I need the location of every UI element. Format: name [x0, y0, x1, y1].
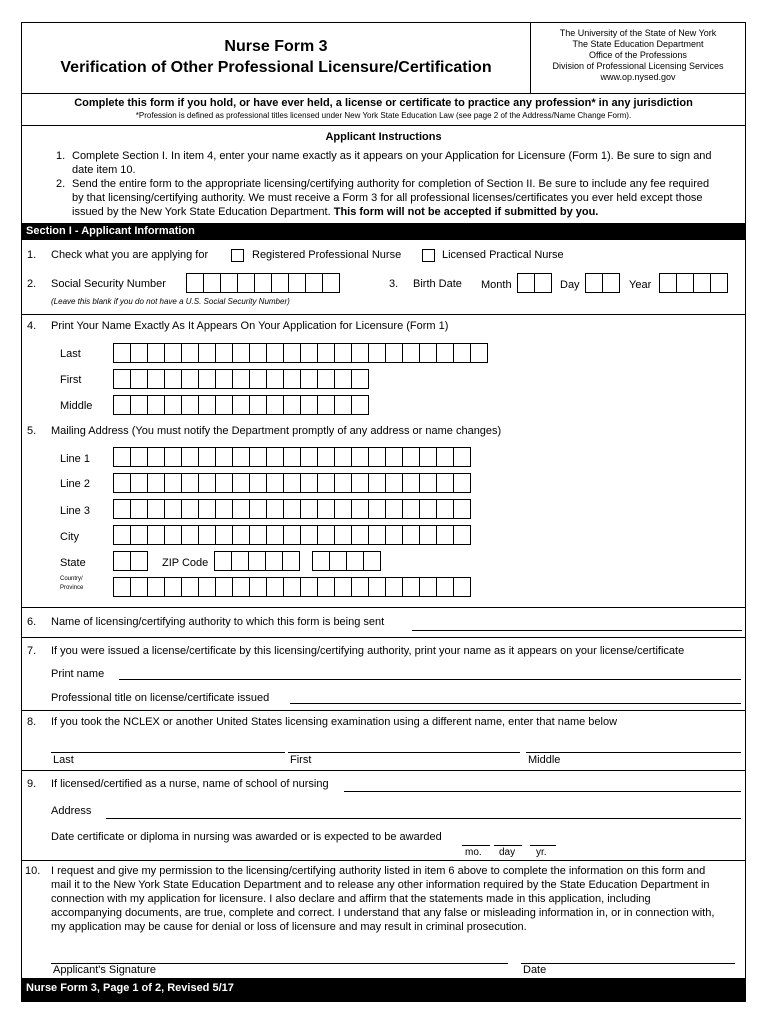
name-first-input[interactable] — [113, 369, 369, 389]
instruction-text: issued by the New York State Education Department. — [72, 206, 331, 218]
q3-label: Birth Date — [413, 278, 462, 290]
country-input[interactable] — [113, 577, 471, 597]
zip-label: ZIP Code — [162, 557, 209, 569]
instruction-text-last — [72, 206, 598, 219]
birth-day-input[interactable] — [585, 273, 620, 293]
agency-block — [531, 28, 745, 83]
q1-label: Check what you are applying for — [51, 249, 209, 261]
divider — [22, 860, 745, 861]
exam-last-label: Last — [53, 754, 74, 766]
exam-first-line[interactable] — [288, 752, 520, 753]
q6-number: 6. — [27, 616, 37, 628]
name-middle-label: Middle — [60, 400, 93, 412]
agency-line: Division of Professional Licensing Services — [552, 61, 724, 71]
divider — [22, 125, 745, 126]
q10-number: 10. — [25, 865, 41, 877]
divider — [22, 314, 745, 315]
address-line1-input[interactable] — [113, 447, 471, 467]
lpn-checkbox[interactable] — [422, 249, 435, 262]
divider — [22, 637, 745, 638]
address-line2-input[interactable] — [113, 473, 471, 493]
birth-month-label: Month — [481, 279, 512, 291]
signature-label: Applicant's Signature — [53, 964, 156, 976]
award-day-label: day — [499, 847, 516, 858]
nursing-school-line[interactable] — [344, 791, 741, 792]
form-number: Nurse Form 3 — [224, 38, 328, 55]
address-line3-label: Line 3 — [60, 505, 90, 517]
school-address-line[interactable] — [106, 818, 741, 819]
rn-label: Registered Professional Nurse — [252, 249, 402, 261]
q2-label: Social Security Number — [51, 278, 166, 290]
city-label: City — [60, 531, 79, 543]
exam-middle-line[interactable] — [526, 752, 741, 753]
country-label — [60, 575, 83, 593]
print-name-line[interactable] — [119, 679, 741, 680]
exam-last-line[interactable] — [51, 752, 285, 753]
q7-label: If you were issued a license/certificate by this licensing/certifying authority, print your name as it appears on your license/certificate — [51, 645, 685, 657]
q4-number: 4. — [27, 320, 37, 332]
birth-month-input[interactable] — [517, 273, 552, 293]
instruction-text: date item 10. — [72, 164, 136, 176]
address-line3-input[interactable] — [113, 499, 471, 519]
divider — [22, 710, 745, 711]
q9-number: 9. — [27, 778, 37, 790]
ssn-note: (Leave this blank if you do not have a U.S. Social Security Number) — [51, 297, 290, 306]
q2-number: 2. — [27, 278, 37, 290]
q5-number: 5. — [27, 425, 37, 437]
instruction-number: 2. — [56, 178, 66, 190]
q8-number: 8. — [27, 716, 37, 728]
notice-main: Complete this form if you hold, or have ever held, a license or certificate to practice any profession* in any jurisdiction — [74, 97, 693, 109]
birth-year-label: Year — [629, 279, 652, 291]
name-last-label: Last — [60, 348, 81, 360]
q7-number: 7. — [27, 645, 37, 657]
award-year-line[interactable] — [530, 845, 556, 846]
award-month-line[interactable] — [462, 845, 490, 846]
rn-checkbox[interactable] — [231, 249, 244, 262]
authority-name-line[interactable] — [412, 630, 742, 631]
agency-website: www.op.nysed.gov — [600, 72, 676, 82]
name-middle-input[interactable] — [113, 395, 369, 415]
city-input[interactable] — [113, 525, 471, 545]
footer-bar: Nurse Form 3, Page 1 of 2, Revised 5/17 — [22, 978, 745, 1002]
q1-number: 1. — [27, 249, 37, 261]
q6-label: Name of licensing/certifying authority to which this form is being sent — [51, 616, 385, 628]
declaration-text: mail it to the New York State Education Department and to release any other information required by the State Education Department in — [51, 879, 710, 891]
address-line1-label: Line 1 — [60, 453, 90, 465]
award-day-line[interactable] — [494, 845, 522, 846]
q4-label: Print Your Name Exactly As It Appears On Your Application for Licensure (Form 1) — [51, 320, 449, 332]
name-last-input[interactable] — [113, 343, 488, 363]
award-month-label: mo. — [465, 847, 482, 858]
print-name-label: Print name — [51, 668, 105, 680]
declaration-text: my application may be cause for denial or loss of licensure and may result in criminal prosecution. — [51, 921, 527, 933]
instruction-text: by that licensing/certifying authority. We must receive a Form 3 for all professional licenses/certificates you ever held except those — [72, 192, 703, 204]
zip-extension-input[interactable] — [312, 551, 381, 571]
name-first-label: First — [60, 374, 82, 386]
exam-middle-label: Middle — [528, 754, 561, 766]
award-year-label: yr. — [536, 847, 547, 858]
q5-label: Mailing Address (You must notify the Department promptly of any address or name changes) — [51, 425, 502, 437]
birth-year-input[interactable] — [659, 273, 728, 293]
lpn-label: Licensed Practical Nurse — [442, 249, 564, 261]
section-1-header: Section I - Applicant Information — [22, 223, 745, 240]
signature-date-line[interactable] — [521, 963, 735, 964]
zip-input[interactable] — [214, 551, 300, 571]
declaration-text: I request and give my permission to the licensing/certifying authority listed in item 6 above to complete the information on this form and — [51, 865, 706, 877]
divider — [22, 770, 745, 771]
declaration-text: accompanying documents, are true, complete and correct. I understand that any false or misleading information in, or in connection with, — [51, 907, 715, 919]
divider — [22, 93, 745, 94]
province-label-line: Province — [60, 585, 84, 591]
agency-line: The University of the State of New York — [559, 28, 717, 38]
instruction-text: Complete Section I. In item 4, enter your name exactly as it appears on your Application for Licensure (Form 1). Be sure to sign and — [72, 150, 712, 162]
declaration-text: connection with my application for licensure. I also declare and affirm that the statements made in this application, including — [51, 893, 651, 905]
school-address-label: Address — [51, 805, 92, 817]
state-input[interactable] — [113, 551, 148, 571]
award-date-label: Date certificate or diploma in nursing was awarded or is expected to be awarded — [51, 831, 442, 843]
exam-first-label: First — [290, 754, 312, 766]
nurse-form-3 — [21, 22, 746, 1002]
form-title: Verification of Other Professional Licensure/Certification — [60, 59, 492, 76]
notice-footnote: *Profession is defined as professional titles licensed under New York State Education Law (see page 2 of the Address/Name Change Form). — [135, 111, 632, 120]
birth-day-label: Day — [560, 279, 580, 291]
instruction-warning: This form will not be accepted if submitted by you. — [333, 206, 599, 218]
instruction-number: 1. — [56, 150, 66, 162]
ssn-input[interactable] — [186, 273, 340, 293]
agency-line: The State Education Department — [572, 39, 704, 49]
q9-label: If licensed/certified as a nurse, name of school of nursing — [51, 778, 329, 790]
signature-date-label: Date — [523, 964, 547, 976]
country-label-line: Country/ — [60, 576, 83, 582]
divider — [22, 607, 745, 608]
address-line2-label: Line 2 — [60, 478, 90, 490]
professional-title-label: Professional title on license/certificate issued — [51, 692, 270, 704]
q3-number: 3. — [389, 278, 399, 290]
q8-label: If you took the NCLEX or another United States licensing examination using a different name, enter that name below — [51, 716, 618, 728]
state-label: State — [60, 557, 86, 569]
instructions-title: Applicant Instructions — [325, 131, 442, 143]
agency-line: Office of the Professions — [589, 50, 687, 60]
professional-title-line[interactable] — [290, 703, 741, 704]
instruction-text: Send the entire form to the appropriate licensing/certifying authority for completion of Section II. Be sure to include any fee required — [72, 178, 710, 190]
